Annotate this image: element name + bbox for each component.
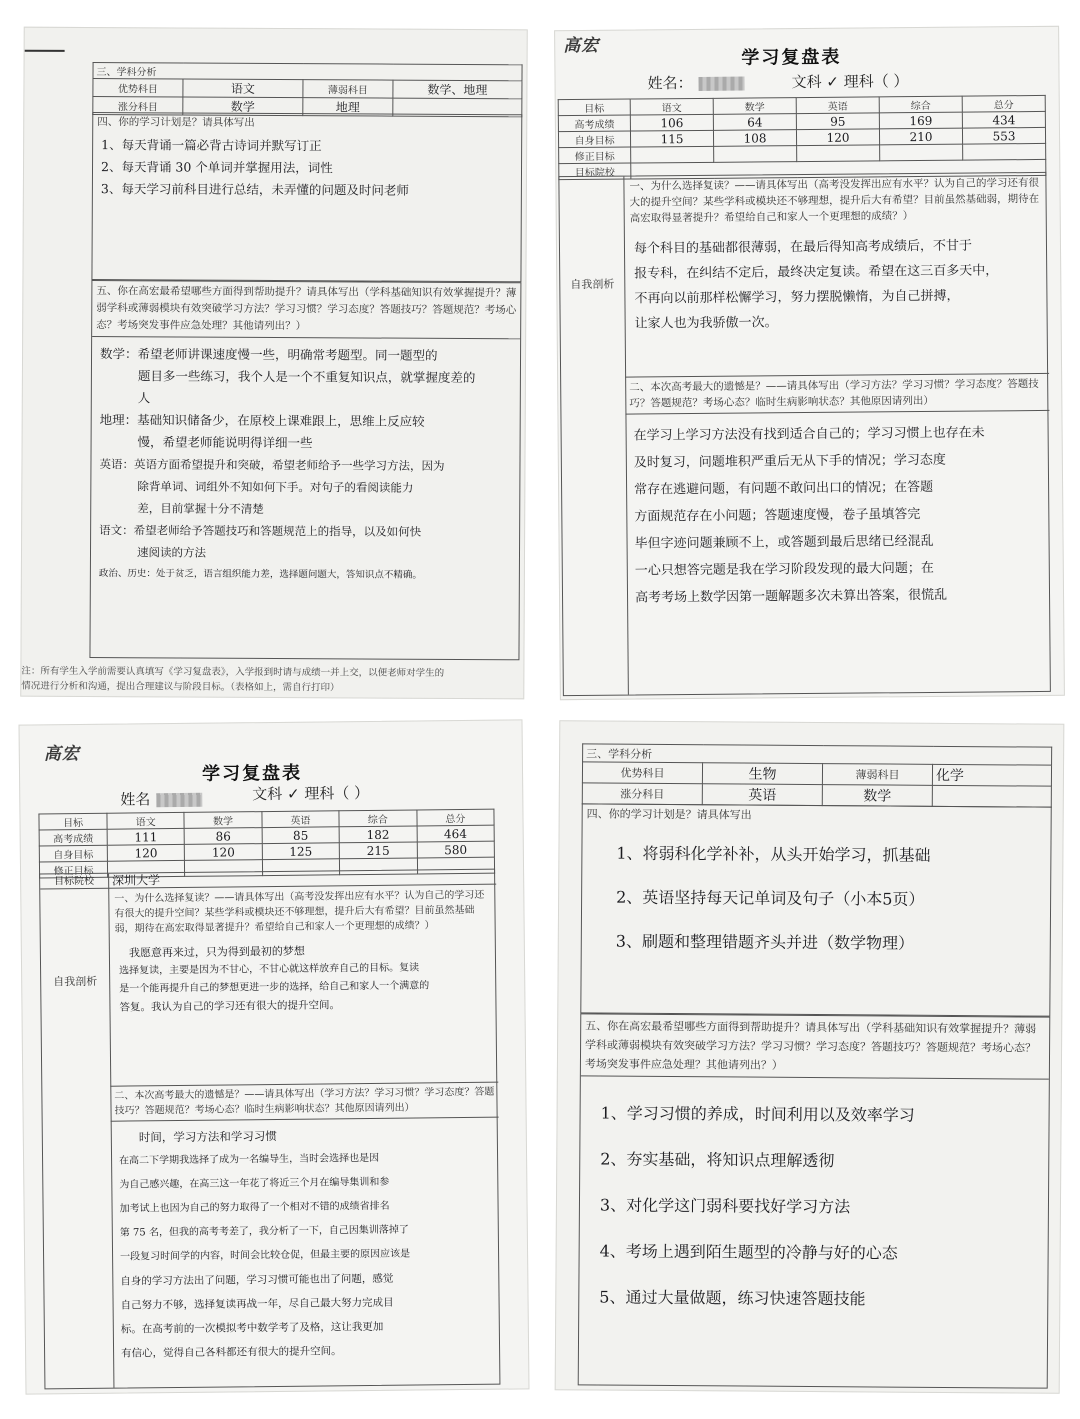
redacted-name [156, 792, 202, 806]
col-header: 总分 [416, 809, 494, 826]
target-school-value: 深圳大学 [112, 873, 161, 888]
form-title: 学习复盘表 [741, 46, 842, 69]
help-line: 语文：希望老师给予答题技巧和答题规范上的指导，以及如何快 [99, 523, 422, 539]
self-analysis-label: 自我剖析 [570, 277, 615, 292]
help-line: 4、考场上遇到陌生题型的冷静与好的心态 [599, 1241, 898, 1263]
self-analysis-box [558, 172, 1051, 696]
page-bottom-left [19, 719, 530, 1394]
question-2-text: 二、本次高考最大的遗憾是？——请具体写出（学习方法？学习习惯？学习态度？答题技巧？答题规范？考场心态？临时生病影响状态？其他原因请列出） [625, 374, 1049, 415]
plan-line: 1、每天背诵一篇必背古诗词并默写订正 [101, 137, 322, 154]
help-line: 差，目前掌握十分不清楚 [137, 501, 264, 516]
score-cell: 64 [713, 114, 796, 131]
col-header: 数学 [713, 98, 796, 115]
answer-line: 毕但字迹问题兼顾不上，或答题到最后思绪已经混乱 [634, 533, 934, 552]
help-line: 政治、历史：处于贫乏，语言组织能力差，选择题问题大，答知识点不精确。 [98, 568, 422, 581]
name-label: 姓名 [120, 790, 151, 809]
answer-line: 选择复读，主要是因为不甘心，不甘心就这样放弃自己的目标。复读 [119, 962, 420, 977]
score-cell: 125 [262, 843, 340, 860]
score-table [558, 95, 1047, 180]
col-header: 语文 [107, 812, 185, 829]
page-bottom-right [555, 720, 1065, 1394]
help-line: 3、对化学这门弱科要找好学习方法 [599, 1195, 851, 1217]
answer-line: 方面规范存在小问题；答题速度慢，卷子虽填答完 [634, 507, 921, 525]
brand-logo: 高宏 [43, 744, 80, 765]
subject-analysis-table [582, 743, 1052, 807]
plan-line: 1、将弱科化学补补，从头开始学习，抓基础 [616, 843, 931, 865]
score-cell: 215 [339, 842, 417, 859]
answer-line: 为自己感兴趣，在高三这一年花了将近三个月在编导集训和参 [119, 1176, 390, 1191]
row-label: 自身目标 [39, 845, 107, 862]
row-label: 修正目标 [559, 147, 631, 164]
col-header: 综合 [339, 810, 417, 827]
score-cell: 115 [630, 130, 713, 147]
help-wanted-box [578, 1013, 1051, 1388]
question-2-text: 二、本次高考最大的遗憾是？——请具体写出（学习方法？学习习惯？学习态度？答题技巧？答题规范？考场心态？临时生病影响状态？其他原因请列出） [110, 1083, 498, 1122]
score-cell: 120 [185, 844, 263, 861]
answer-line: 报专科，在纠结不定后，最终决定复读。希望在这三百多天中， [634, 263, 999, 282]
help-line: 慢，希望老师能说明得详细一些 [137, 434, 313, 451]
col-header: 数学 [184, 812, 262, 829]
col-header: 语文 [630, 98, 713, 115]
score-cell: 120 [107, 844, 185, 861]
answer-line: 加考试上也因为自己的努力取得了一个相对不错的成绩省排名 [119, 1200, 390, 1215]
target-school-label: 目标院校 [40, 874, 108, 890]
weak-subject-label: 薄弱科目 [303, 80, 393, 98]
col-header: 总分 [962, 95, 1045, 112]
answer-line: 在学习上学习方法没有找到适合自己的；学习习惯上也存在未 [633, 425, 985, 444]
help-line: 人 [137, 390, 151, 406]
answer-line: 答复。我认为自己的学习还有很大的提升空间。 [119, 999, 341, 1014]
score-cell: 553 [962, 127, 1045, 144]
plan-line: 3、刷题和整理错题齐头并进（数学物理） [615, 931, 915, 953]
score-cell: 210 [879, 128, 962, 145]
study-plan-box [91, 112, 522, 282]
self-analysis-label: 自我剖析 [53, 974, 98, 989]
subject-analysis-table [92, 62, 522, 117]
col-header: 目标 [558, 99, 630, 116]
brand-logo: 高宏 [563, 35, 600, 57]
col-header: 英语 [796, 97, 879, 114]
row-label: 修正目标 [39, 861, 107, 878]
name-row [647, 72, 750, 94]
question-1-text: 一、为什么选择复读？——请具体写出（高考没发挥出应有水平？认为自己的学习还有很大的提升空间？某些学科或模块还不够理想，提升后大有希望？目前虽然基础弱，期待在高宏取得显著提升？希望给自己和家人一个更理想的成绩？） [114, 889, 485, 935]
page-top-right [554, 26, 1065, 700]
answer-line: 是一个能再提升自己的梦想更进一步的选择，给自己和家人一个满意的 [119, 980, 430, 995]
answer-line: 在高二下学期我选择了成为一名编导生，当时会选择也是因 [119, 1152, 380, 1167]
footnote-line: 情况进行分析和沟通，提出合理建议与阶段目标。（表格如上，需自行打印） [21, 680, 340, 694]
rise-subject-label: 涨分科目 [93, 97, 183, 115]
track-row: 文科 ✓ 理科（ ） [791, 72, 909, 92]
help-line: 地理：基础知识储备少，在原校上课难跟上，思维上反应较 [99, 412, 425, 429]
page-top-left [20, 27, 528, 700]
section-3-heading: 三、学科分析 [93, 63, 522, 81]
answer-line: 及时复习，问题堆积严重后无从下手的情况；学习态度 [633, 452, 946, 471]
rise-subject-value-1: 数学 [183, 97, 303, 116]
plan-line: 2、每天背诵 30 个单词并掌握用法，词性 [100, 159, 333, 176]
weak-subject-value: 化学 [932, 764, 1051, 786]
help-line: 5、通过大量做题，练习快速答题技能 [599, 1287, 866, 1309]
col-header: 综合 [879, 96, 962, 113]
row-label: 自身目标 [558, 131, 630, 148]
section-5-heading: 五、你在高宏最希望哪些方面得到帮助提升？请具体写出（学科基础知识有效掌握提升？薄弱学科或薄弱模块有效突破学习方法？学习习惯？学习态度？答题技巧？答题规范？考场心态？考场突发事件应急处理？其他请列出？） [92, 281, 520, 339]
score-table [38, 809, 495, 879]
form-title: 学习复盘表 [201, 762, 303, 785]
margin-dash [25, 50, 65, 52]
weak-subject-value: 数学、地理 [393, 80, 522, 99]
section-3-heading: 三、学科分析 [583, 744, 1052, 765]
row-label: 目标院校 [559, 163, 631, 180]
plan-line: 2、英语坚持每天记单词及句子（小本5页） [616, 887, 925, 909]
answer-line: 让家人也为我骄傲一次。 [634, 315, 778, 332]
answer-line: 一心只想答完题是我在学习阶段发现的最大问题；在 [634, 560, 934, 579]
track-row: 文科 ✓ 理科（ ） [252, 783, 370, 804]
col-header: 目标 [39, 813, 107, 830]
answer-line: 标。在高考前的一次模拟考中数学考了及格，这让我更加 [120, 1320, 384, 1336]
rise-subject-value-1: 英语 [702, 784, 822, 806]
question-2 [110, 1082, 501, 1370]
plan-line: 3、每天学习前科目进行总结，未弄懂的问题及时问老师 [100, 181, 409, 198]
help-line: 速阅读的方法 [136, 545, 207, 560]
score-cell: 85 [262, 827, 340, 844]
score-cell: 434 [962, 111, 1045, 128]
row-label: 高考成绩 [39, 829, 107, 846]
question-1 [625, 173, 1046, 341]
score-cell: 106 [630, 114, 713, 131]
answer-line: 时间，学习方法和学习习惯 [138, 1128, 277, 1145]
section-4-heading: 四、你的学习计划是？请具体写出 [97, 116, 255, 129]
question-2 [625, 373, 1051, 616]
score-cell: 182 [339, 826, 417, 843]
row-label: 高考成绩 [558, 115, 630, 132]
strong-subject-value: 生物 [702, 763, 822, 785]
help-line: 除背单词、词组外不知如何下手。对句子的看阅读能力 [137, 479, 414, 495]
weak-subject-label: 薄弱科目 [822, 764, 932, 786]
rise-subject-value-2: 数学 [822, 785, 932, 807]
score-cell: 120 [796, 129, 879, 146]
footnote-line: 注：所有学生入学前需要认真填写《学习复盘表》，入学报到时请与成绩一并上交，以便老师对学生的 [21, 665, 445, 679]
name-row [120, 788, 208, 810]
answer-line: 我愿意再来过，只为得到最初的梦想 [128, 944, 305, 960]
redacted-name [699, 76, 745, 90]
section-5-heading: 五、你在高宏最希望哪些方面得到帮助提升？请具体写出（学科基础知识有效掌握提升？薄弱学科或薄弱模块有效突破学习方法？学习习惯？学习态度？答题技巧？答题规范？考场心态？考场突发事件应急处理？其他请列出？） [581, 1014, 1049, 1079]
question-1-text: 一、为什么选择复读？——请具体写出（高考没发挥出应有水平？认为自己的学习还有很大的提升空间？某些学科或模块还不够理想，提升后大有希望？目前虽然基础弱，期待在高宏取得显著提升？希望给自己和家人一个更理想的成绩？） [629, 176, 1040, 225]
name-label: 姓名： [647, 74, 693, 93]
question-1 [110, 886, 495, 1021]
help-line: 数学：希望老师讲课速度慢一些，明确常考题型。同一题型的 [100, 346, 438, 363]
score-cell: 86 [184, 828, 262, 845]
rise-subject-label: 涨分科目 [582, 783, 702, 805]
answer-line: 自身的学习方法出了问题，学习习惯可能也出了问题，感觉 [120, 1272, 394, 1288]
footnote [21, 664, 525, 697]
score-cell: 580 [417, 841, 495, 858]
answer-line: 不再向以前那样松懈学习，努力摆脱懒惰，为自己拼搏， [634, 288, 960, 307]
score-cell: 111 [107, 828, 185, 845]
study-plan-box [580, 803, 1051, 1016]
answer-line: 常存在逃避问题，有问题不敢问出口的情况；在答题 [634, 479, 934, 498]
answer-line: 有信心，觉得自己各科都还有很大的提升空间。 [121, 1345, 342, 1360]
self-analysis-box [39, 869, 500, 1390]
answer-line: 每个科目的基础都很薄弱，在最后得知高考成绩后，不甘于 [633, 238, 973, 257]
strong-subject-label: 优势科目 [582, 762, 702, 784]
score-cell: 95 [796, 113, 879, 130]
strong-subject-label: 优势科目 [93, 79, 183, 97]
score-cell: 169 [879, 112, 962, 129]
help-wanted-box [89, 280, 521, 660]
strong-subject-value: 语文 [183, 79, 303, 98]
answer-line: 自己努力不够，选择复读再战一年，尽自己最大努力完成目 [120, 1296, 394, 1312]
help-line: 1、学习习惯的养成，时间利用以及效率学习 [600, 1103, 915, 1125]
answer-line: 一段复习时间学的内容，时间会比较仓促，但最主要的原因应该是 [120, 1248, 411, 1263]
rise-subject-value-2: 地理 [303, 98, 393, 116]
score-cell: 464 [417, 825, 495, 842]
help-line: 英语：英语方面希望提升和突破，希望老师给予一些学习方法，因为 [99, 457, 445, 473]
answer-line: 高考考场上数学因第一题解题多次未算出答案，很慌乱 [634, 587, 948, 606]
help-line: 题目多一些练习，我个人是一个不重复知识点，就掌握度差的 [137, 368, 476, 386]
help-line: 2、夯实基础，将知识点理解透彻 [600, 1149, 835, 1171]
section-4-heading: 四、你的学习计划是？请具体写出 [586, 807, 752, 822]
col-header: 英语 [262, 811, 340, 828]
answer-line: 第 75 名，但我的高考考差了，我分析了一下，自己因集训落掉了 [119, 1224, 409, 1239]
score-cell: 108 [713, 130, 796, 147]
